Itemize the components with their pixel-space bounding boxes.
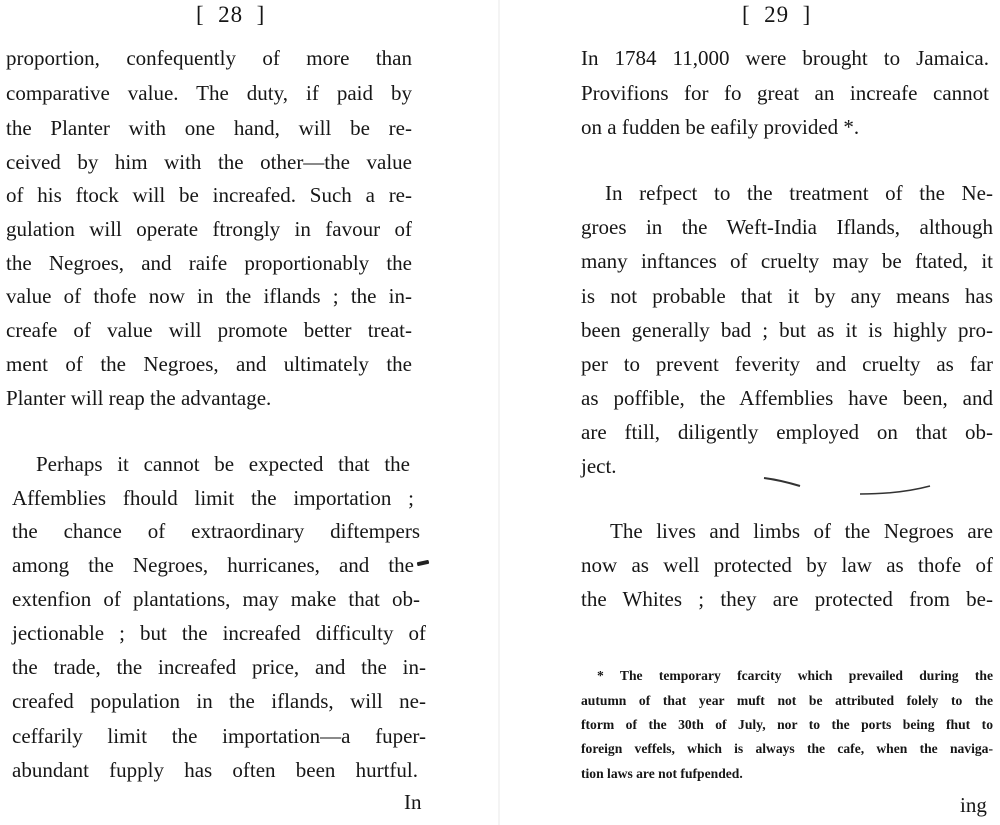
text-line: comparative value. The duty, if paid by — [6, 81, 412, 105]
text-line: ceived by him with the other—the value — [6, 150, 412, 174]
text-line: among the Negroes, hurricanes, and the — [12, 553, 414, 577]
text-line: ment of the Negroes, and ultimately the — [6, 352, 412, 376]
text-line: the Negroes, and raife proportionably the — [6, 251, 412, 275]
text-line: been generally bad ; but as it is highly pro- — [581, 318, 993, 342]
text-line: the trade, the increafed price, and the in- — [12, 655, 426, 679]
text-line: Affemblies fhould limit the importation ; — [12, 486, 414, 510]
text-line: In 1784 11,000 were brought to Jamaica. — [581, 46, 989, 70]
ink-flourish — [760, 470, 960, 500]
footnote-line: tion laws are not fufpended. — [581, 766, 743, 781]
text-line: of his ftock will be increafed. Such a re- — [6, 183, 412, 207]
footnote-line: foreign veffels, which is always the cafe, when the naviga- — [581, 741, 993, 756]
text-line: Planter will reap the advantage. — [6, 386, 272, 410]
text-line: as poffible, the Affemblies have been, and — [581, 386, 993, 410]
footnote-line: ftorm of the 30th of July, nor to the ports being fhut to — [581, 717, 993, 732]
text-line: the Whites ; they are protected from be- — [581, 587, 993, 611]
text-line: groes in the Weft-India Iflands, although — [581, 215, 993, 239]
text-line: on a fudden be eafily provided *. — [581, 115, 860, 139]
text-line: proportion, confequently of more than — [6, 46, 412, 70]
text-line: Perhaps it cannot be expected that the — [36, 452, 410, 476]
text-line: are ftill, diligently employed on that ob- — [581, 420, 993, 444]
text-line: ject. — [581, 454, 617, 478]
text-line: creafed population in the iflands, will ne- — [12, 689, 426, 713]
text-line: now as well protected by law as thofe of — [581, 553, 993, 577]
text-line: per to prevent feverity and cruelty as far — [581, 352, 993, 376]
text-line: extenfion of plantations, may make that ob- — [12, 587, 420, 611]
text-line: The lives and limbs of the Negroes are — [610, 519, 993, 543]
text-line: In refpect to the treatment of the Ne- — [605, 181, 993, 205]
text-line: is not probable that it by any means has — [581, 284, 993, 308]
text-line: the Planter with one hand, will be re- — [6, 116, 412, 140]
ink-smudge — [417, 560, 430, 566]
text-line: value of thofe now in the iflands ; the in- — [6, 284, 412, 308]
catchword-right: ing — [960, 793, 987, 817]
gutter — [498, 0, 500, 825]
text-line: the chance of extraordinary diftempers — [12, 519, 420, 543]
text-line: many inftances of cruelty may be ftated, it — [581, 249, 993, 273]
page-number-left: [ 28 ] — [196, 2, 266, 27]
footnote-line: autumn of that year muft not be attributed folely to the — [581, 693, 993, 708]
page-number-right: [ 29 ] — [742, 2, 812, 27]
text-line: Provifions for fo great an increafe cannot — [581, 81, 989, 105]
text-line: creafe of value will promote better treat- — [6, 318, 412, 342]
footnote-line: * The temporary fcarcity which prevailed during the — [597, 668, 993, 683]
catchword-left: In — [404, 790, 422, 814]
text-line: abundant fupply has often been hurtful. — [12, 758, 418, 782]
text-line: ceffarily limit the importation—a fuper- — [12, 724, 426, 748]
text-line: gulation will operate ftrongly in favour of — [6, 217, 412, 241]
text-line: jectionable ; but the increafed difficulty of — [12, 621, 426, 645]
